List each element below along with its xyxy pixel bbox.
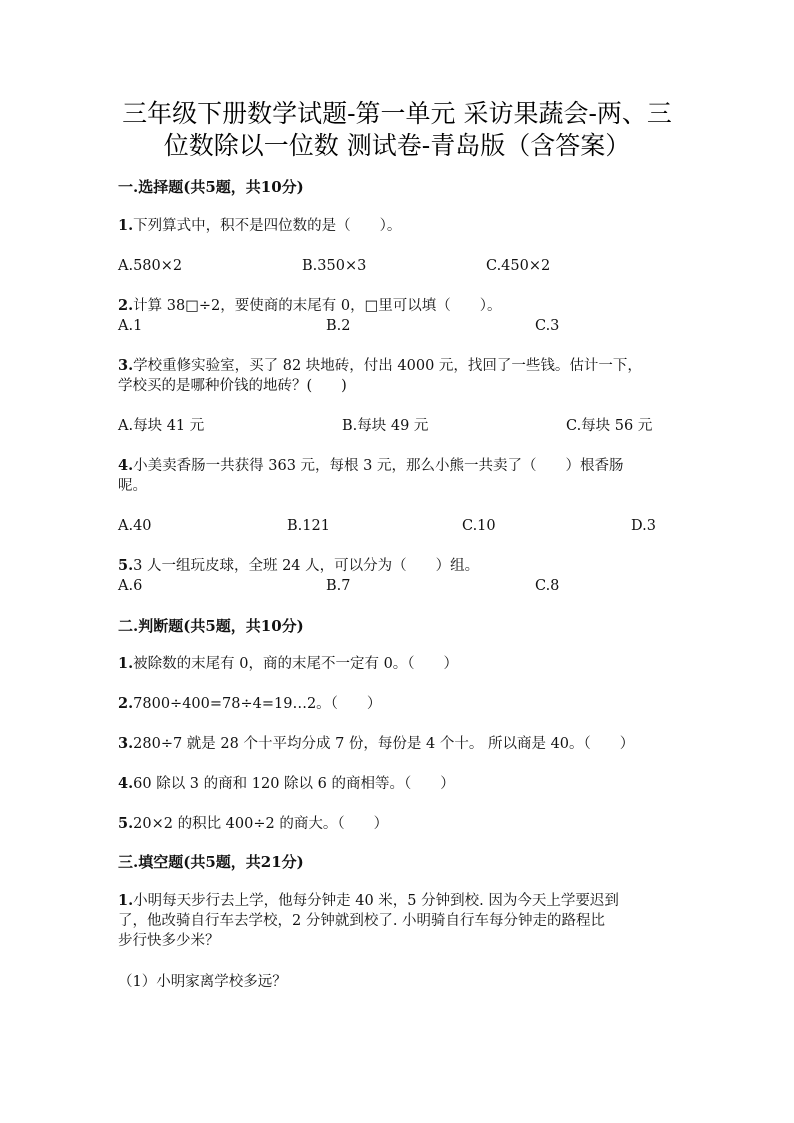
question-text-continued: 学校买的是哪种价钱的地砖？( ) bbox=[118, 378, 347, 394]
option-c: C.3 bbox=[535, 318, 560, 334]
option-a: A.1 bbox=[118, 318, 143, 334]
question-text bbox=[118, 356, 642, 376]
question-number: 1. bbox=[118, 217, 134, 234]
question-body: 280÷7 就是 28 个十平均分成 7 份，每份是 4 个十。 所以商是 40。（ ） bbox=[133, 736, 635, 752]
option-a: A.每块 41 元 bbox=[118, 418, 205, 434]
question-text bbox=[118, 814, 388, 834]
question-text bbox=[118, 296, 502, 316]
section-heading-judgment: 二.判断题(共5题，共10分) bbox=[118, 617, 304, 635]
question-body: 7800÷400=78÷4=19…2。（ ） bbox=[133, 696, 382, 712]
question-number: 5. bbox=[118, 815, 134, 832]
question-number: 1. bbox=[118, 655, 134, 672]
question-body: 计算 38□÷2，要使商的末尾有 0，□里可以填（ ）。 bbox=[133, 298, 502, 314]
question-text bbox=[118, 694, 381, 714]
sub-question: （1）小明家离学校多远？ bbox=[118, 974, 287, 990]
question-number: 1. bbox=[118, 892, 134, 909]
option-b: B.121 bbox=[287, 518, 330, 534]
question-text bbox=[118, 556, 479, 576]
question-number: 2. bbox=[118, 695, 134, 712]
question-text bbox=[118, 654, 458, 674]
option-d: D.3 bbox=[631, 518, 656, 534]
option-c: C.8 bbox=[535, 578, 560, 594]
option-c: C.每块 56 元 bbox=[566, 418, 653, 434]
question-body: 小美卖香肠一共获得 363 元，每根 3 元，那么小熊一共卖了（ ）根香肠 bbox=[133, 458, 624, 474]
option-a: A.40 bbox=[118, 518, 152, 534]
question-body: 下列算式中，积不是四位数的是（ ）。 bbox=[133, 218, 402, 234]
option-b: B.7 bbox=[326, 578, 351, 594]
section-heading-fill-in: 三.填空题(共5题，共21分) bbox=[118, 853, 304, 871]
option-b: B.每块 49 元 bbox=[342, 418, 429, 434]
question-text bbox=[118, 216, 401, 236]
option-c: C.10 bbox=[462, 518, 496, 534]
option-b: B.2 bbox=[326, 318, 351, 334]
question-body: 学校重修实验室，买了 82 块地砖，付出 4000 元，找回了一些钱。估计一下， bbox=[133, 358, 642, 374]
question-text bbox=[118, 734, 634, 754]
option-a: A.580×2 bbox=[118, 258, 183, 274]
question-number: 2. bbox=[118, 297, 134, 314]
question-text bbox=[118, 891, 619, 911]
question-number: 4. bbox=[118, 457, 134, 474]
question-text bbox=[118, 774, 455, 794]
question-body: 被除数的末尾有 0，商的末尾不一定有 0。（ ） bbox=[133, 656, 459, 672]
question-text bbox=[118, 456, 623, 476]
title-line-1: 三年级下册数学试题-第一单元 采访果蔬会-两、三 bbox=[122, 99, 672, 128]
option-a: A.6 bbox=[118, 578, 143, 594]
question-body: 60 除以 3 的商和 120 除以 6 的商相等。（ ） bbox=[133, 776, 455, 792]
question-text-continued: 步行快多少米？ bbox=[118, 933, 220, 949]
question-number: 3. bbox=[118, 357, 134, 374]
question-number: 5. bbox=[118, 557, 134, 574]
question-text-continued: 了，他改骑自行车去学校，2 分钟就到校了. 小明骑自行车每分钟走的路程比 bbox=[118, 913, 606, 929]
section-heading-choice: 一.选择题(共5题，共10分) bbox=[118, 178, 304, 196]
question-body: 20×2 的积比 400÷2 的商大。（ ） bbox=[133, 816, 389, 832]
question-number: 3. bbox=[118, 735, 134, 752]
title-line-2: 位数除以一位数 测试卷-青岛版（含答案） bbox=[163, 131, 631, 160]
question-number: 4. bbox=[118, 775, 134, 792]
question-text-continued: 呢。 bbox=[118, 478, 147, 494]
question-body: 3 人一组玩皮球，全班 24 人，可以分为（ ）组。 bbox=[133, 558, 480, 574]
question-body: 小明每天步行去上学，他每分钟走 40 米，5 分钟到校. 因为今天上学要迟到 bbox=[133, 893, 619, 909]
option-b: B.350×3 bbox=[302, 258, 367, 274]
option-c: C.450×2 bbox=[486, 258, 551, 274]
